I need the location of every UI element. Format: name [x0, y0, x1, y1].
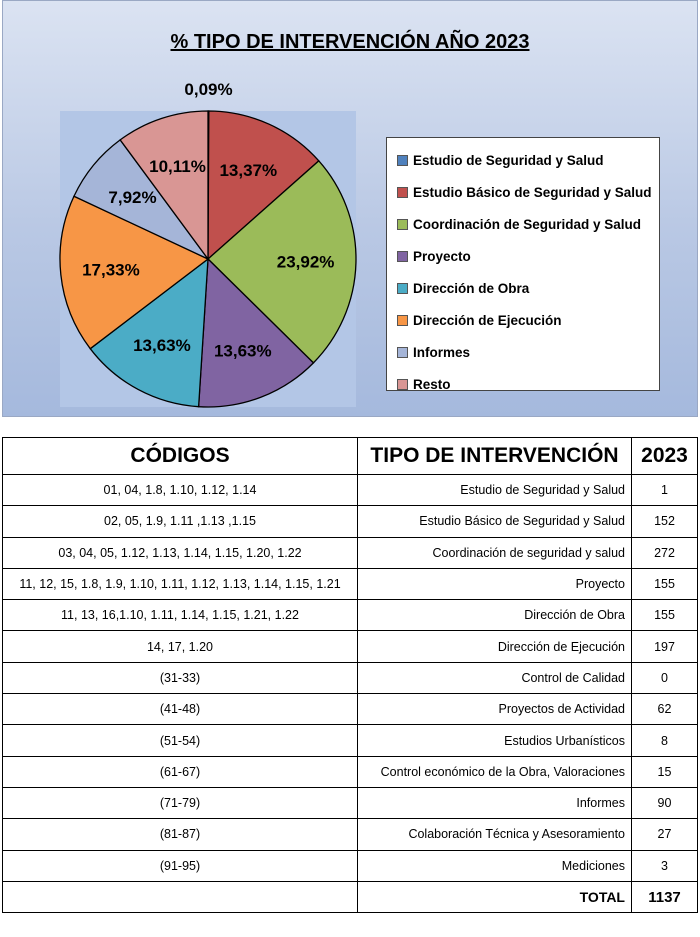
legend-item [397, 240, 659, 272]
codes-cell: (51-54) [3, 725, 358, 756]
value-cell: 3 [632, 850, 698, 881]
type-cell: Coordinación de seguridad y salud [358, 537, 632, 568]
legend-label: Estudio Básico de Seguridad y Salud [413, 184, 652, 200]
codes-cell: 02, 05, 1.9, 1.11 ,1.13 ,1.15 [3, 506, 358, 537]
legend-label: Dirección de Obra [413, 280, 530, 296]
table-row [3, 756, 698, 787]
table-row [3, 631, 698, 662]
legend-swatch [397, 251, 408, 262]
type-cell: Control económico de la Obra, Valoraciones [358, 756, 632, 787]
legend-swatch [397, 155, 408, 166]
slice-label: 0,09% [184, 80, 233, 99]
legend-label: Dirección de Ejecución [413, 312, 562, 328]
legend-swatch [397, 379, 408, 390]
total-empty-cell [3, 881, 358, 912]
value-cell: 197 [632, 631, 698, 662]
legend-item [397, 304, 659, 336]
legend-item [397, 336, 659, 368]
legend-swatch [397, 283, 408, 294]
legend-label: Proyecto [413, 248, 471, 264]
header-codes: CÓDIGOS [3, 438, 358, 475]
slice-label: 17,33% [82, 260, 140, 280]
codes-cell: 01, 04, 1.8, 1.10, 1.12, 1.14 [3, 475, 358, 506]
slice-label: 13,63% [133, 336, 191, 356]
value-cell: 272 [632, 537, 698, 568]
legend-label: Coordinación de Seguridad y Salud [413, 216, 642, 232]
value-cell: 27 [632, 819, 698, 850]
value-cell: 8 [632, 725, 698, 756]
value-cell: 155 [632, 568, 698, 599]
codes-cell: (61-67) [3, 756, 358, 787]
table-row [3, 600, 698, 631]
codes-cell: (81-87) [3, 819, 358, 850]
total-value: 1137 [632, 881, 698, 912]
codes-cell: 03, 04, 05, 1.12, 1.13, 1.14, 1.15, 1.20, 1.22 [3, 537, 358, 568]
value-cell: 0 [632, 662, 698, 693]
table-row [3, 662, 698, 693]
header-type: TIPO DE INTERVENCIÓN [358, 438, 632, 475]
type-cell: Dirección de Obra [358, 600, 632, 631]
legend-item [397, 368, 659, 400]
type-cell: Proyectos de Actividad [358, 694, 632, 725]
codes-cell: (41-48) [3, 694, 358, 725]
codes-cell: (71-79) [3, 787, 358, 818]
codes-cell: 11, 13, 16,1.10, 1.11, 1.14, 1.15, 1.21, 1.22 [3, 600, 358, 631]
slice-label: 10,11% [149, 157, 206, 177]
table-row [3, 568, 698, 599]
table-row [3, 819, 698, 850]
value-cell: 15 [632, 756, 698, 787]
type-cell: Estudios Urbanísticos [358, 725, 632, 756]
chart-legend [386, 137, 660, 391]
value-cell: 152 [632, 506, 698, 537]
table-header-row [3, 438, 698, 475]
slice-label: 13,63% [213, 341, 272, 361]
table-row [3, 694, 698, 725]
value-cell: 90 [632, 787, 698, 818]
table-row [3, 475, 698, 506]
table-row [3, 850, 698, 881]
value-cell: 1 [632, 475, 698, 506]
type-cell: Mediciones [358, 850, 632, 881]
legend-item [397, 176, 659, 208]
slice-label: 23,92% [276, 252, 335, 272]
legend-swatch [397, 315, 408, 326]
header-year: 2023 [632, 438, 698, 475]
chart-panel [2, 0, 698, 417]
legend-item [397, 272, 659, 304]
legend-label: Resto [413, 376, 451, 392]
codes-cell: 14, 17, 1.20 [3, 631, 358, 662]
type-cell: Colaboración Técnica y Asesoramiento [358, 819, 632, 850]
type-cell: Informes [358, 787, 632, 818]
slice-label: 7,92% [108, 188, 157, 208]
codes-cell: 11, 12, 15, 1.8, 1.9, 1.10, 1.11, 1.12, 1.13, 1.14, 1.15, 1.21 [3, 568, 358, 599]
legend-label: Informes [413, 344, 471, 360]
slice-label: 13,37% [219, 161, 278, 180]
type-cell: Control de Calidad [358, 662, 632, 693]
value-cell: 62 [632, 694, 698, 725]
legend-swatch [397, 347, 408, 358]
value-cell: 155 [632, 600, 698, 631]
codes-cell: (91-95) [3, 850, 358, 881]
codes-cell: (31-33) [3, 662, 358, 693]
legend-swatch [397, 187, 408, 198]
type-cell: Estudio Básico de Seguridad y Salud [358, 506, 632, 537]
table-row [3, 537, 698, 568]
table-row [3, 506, 698, 537]
legend-item [397, 144, 659, 176]
total-label: TOTAL [358, 881, 632, 912]
legend-label: Estudio de Seguridad y Salud [413, 152, 604, 168]
intervention-table [2, 437, 698, 913]
type-cell: Estudio de Seguridad y Salud [358, 475, 632, 506]
table-total-row [3, 881, 698, 912]
legend-swatch [397, 219, 408, 230]
chart-title: % TIPO DE INTERVENCIÓN AÑO 2023 [170, 31, 530, 53]
type-cell: Proyecto [358, 568, 632, 599]
legend-item [397, 208, 659, 240]
type-cell: Dirección de Ejecución [358, 631, 632, 662]
table-row [3, 787, 698, 818]
table-row [3, 725, 698, 756]
